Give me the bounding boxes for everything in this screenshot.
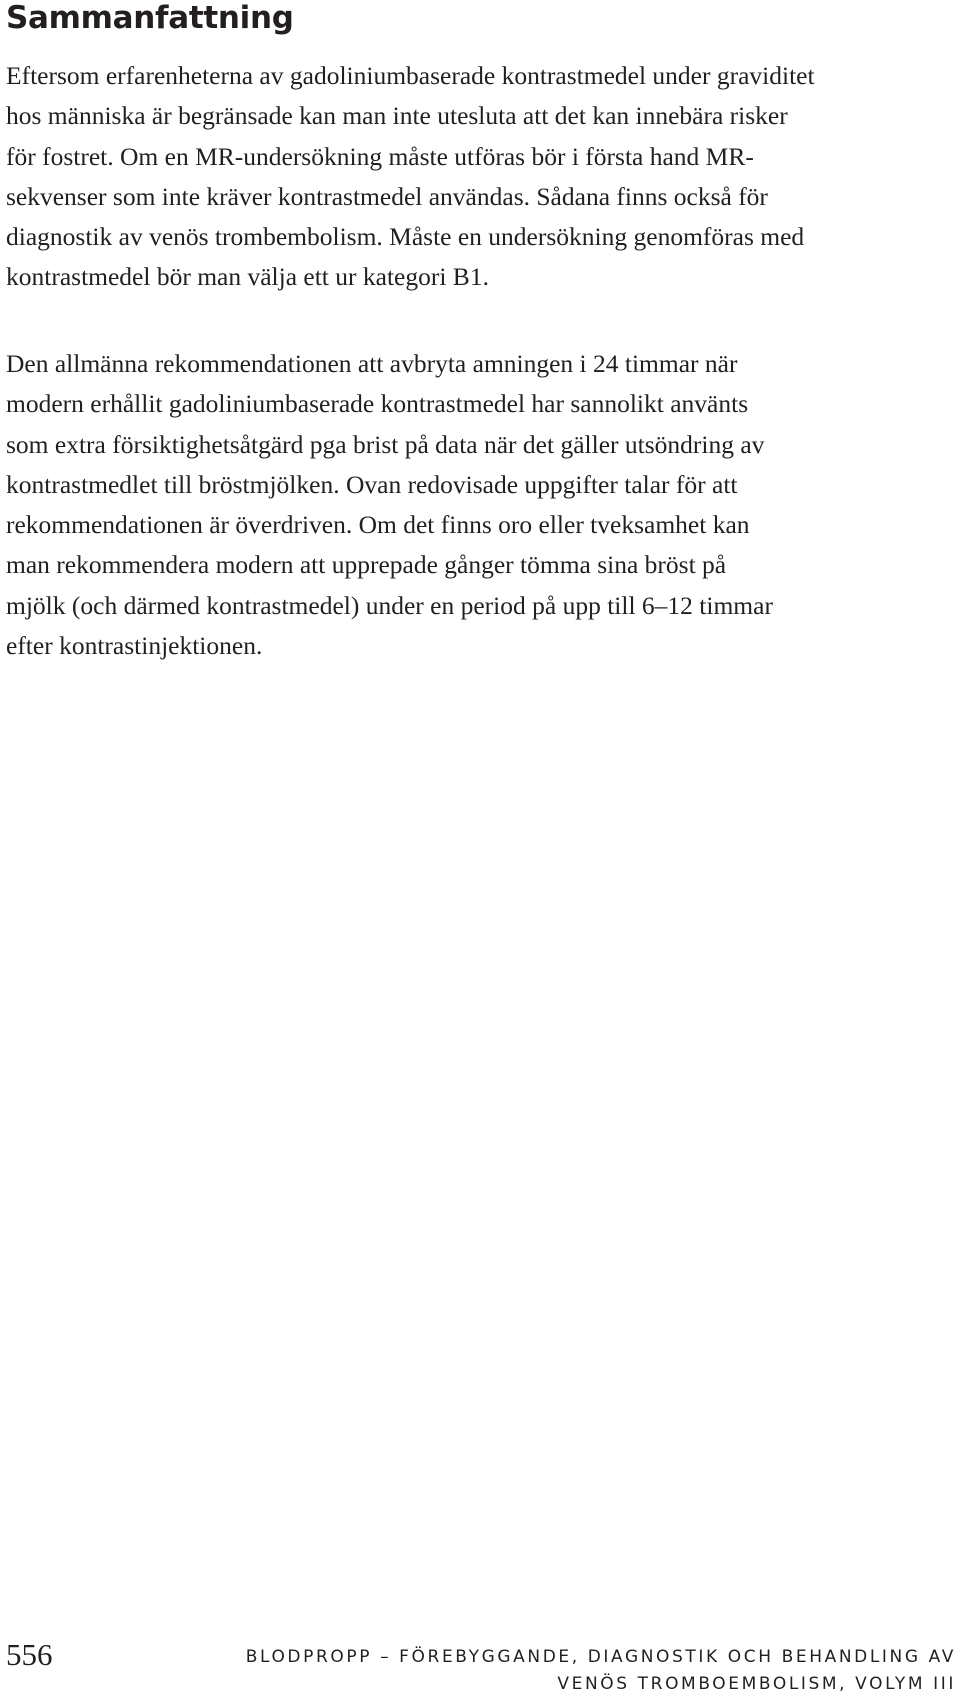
paragraph-line: som extra försiktighetsåtgärd pga brist på data när det gäller utsöndring av bbox=[6, 429, 765, 459]
paragraph-line: diagnostik av venös trombembolism. Måste en undersökning genomföras med bbox=[6, 222, 805, 252]
paragraph-breastfeeding bbox=[6, 344, 951, 666]
paragraph-line: sekvenser som inte kräver kontrastmedel användas. Sådana finns också för bbox=[6, 181, 768, 211]
running-title bbox=[246, 1644, 956, 1698]
running-title-line: BLODPROPP – FÖREBYGGANDE, DIAGNOSTIK OCH BEHANDLING AV bbox=[245, 1647, 956, 1667]
paragraph-line: man rekommendera modern att upprepade gånger tömma sina bröst på bbox=[6, 550, 727, 580]
paragraph-pregnancy bbox=[6, 56, 951, 298]
paragraph-line: rekommendationen är överdriven. Om det finns oro eller tveksamhet kan bbox=[6, 510, 750, 540]
paragraph-line: hos människa är begränsade kan man inte utesluta att det kan innebära risker bbox=[6, 101, 788, 131]
section-heading: Sammanfattning bbox=[6, 0, 294, 36]
running-title-line: VENÖS TROMBOEMBOLISM, VOLYM III bbox=[557, 1674, 956, 1694]
paragraph-line: efter kontrastinjektionen. bbox=[6, 631, 263, 661]
paragraph-line: modern erhållit gadoliniumbaserade kontrastmedel har sannolikt använts bbox=[6, 389, 749, 419]
paragraph-line: kontrastmedel bör man välja ett ur kategori B1. bbox=[6, 262, 489, 292]
paragraph-line: mjölk (och därmed kontrastmedel) under en period på upp till 6–12 timmar bbox=[6, 590, 773, 620]
paragraph-line: Den allmänna rekommendationen att avbryta amningen i 24 timmar när bbox=[6, 349, 738, 378]
page-number: 556 bbox=[6, 1637, 53, 1672]
paragraph-line: Eftersom erfarenheterna av gadoliniumbaserade kontrastmedel under graviditet bbox=[6, 61, 815, 90]
paragraph-line: kontrastmedlet till bröstmjölken. Ovan redovisade uppgifter talar för att bbox=[6, 469, 738, 499]
paragraph-line: för fostret. Om en MR-undersökning måste utföras bör i första hand MR- bbox=[6, 141, 754, 171]
